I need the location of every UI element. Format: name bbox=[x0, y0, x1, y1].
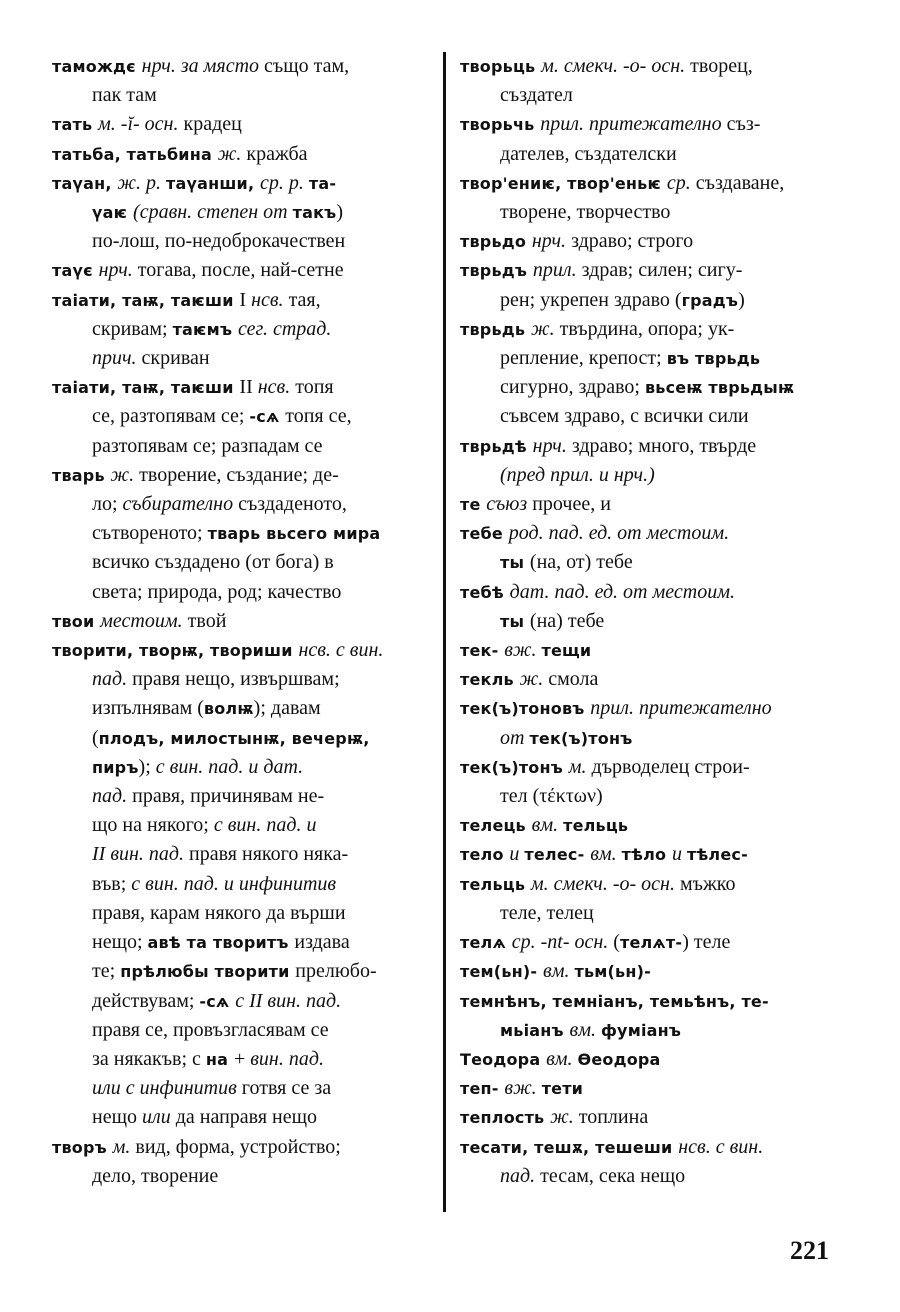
headword: таіати, таѭ, таѥши bbox=[52, 290, 240, 310]
headword: темнѣнъ, темніанъ, темьѣнъ, те- bbox=[460, 991, 769, 1011]
text-line bbox=[460, 1074, 838, 1103]
grammar-label: нрч. bbox=[98, 259, 138, 282]
grammar-label: с вин. пад. и дат. bbox=[155, 755, 304, 778]
headword: тем(ьн)- bbox=[460, 962, 544, 982]
headword: тело bbox=[460, 845, 510, 865]
text-line bbox=[460, 636, 838, 665]
text-line bbox=[52, 548, 432, 577]
text-line bbox=[460, 928, 838, 957]
definition: се, разтопявам се; bbox=[92, 405, 250, 428]
headword: теплость bbox=[460, 1108, 551, 1128]
definition: ) bbox=[336, 201, 344, 224]
definition: що на някого; bbox=[92, 814, 214, 837]
grammar-label: ж. bbox=[550, 1106, 579, 1129]
text-line bbox=[52, 81, 432, 110]
headword: тек(ъ)тонъ bbox=[460, 757, 569, 777]
text-line bbox=[460, 957, 838, 986]
headword: въ тврьдь bbox=[666, 349, 761, 369]
definition: тел (τέκτων) bbox=[500, 785, 603, 808]
text-line bbox=[52, 227, 432, 256]
text-line bbox=[52, 782, 432, 811]
headword: тьм(ьн)- bbox=[574, 962, 651, 982]
grammar-label: вж. bbox=[504, 639, 542, 662]
headword: фуміанъ bbox=[600, 1020, 682, 1040]
definition: топлина bbox=[578, 1106, 649, 1129]
headword: вьсеѭ тврьдыѭ bbox=[644, 378, 795, 398]
definition: смола bbox=[548, 668, 599, 691]
definition: теле, телец bbox=[500, 901, 594, 924]
grammar-label: или с инфинитив bbox=[92, 1077, 242, 1100]
definition: вид, форма, устройство; bbox=[135, 1135, 341, 1158]
definition: дело, творение bbox=[92, 1164, 219, 1187]
headword: таіати, таѭ, таѥши bbox=[52, 378, 240, 398]
definition: тогава, после, най-сетне bbox=[137, 259, 344, 282]
page-number: 221 bbox=[790, 1236, 829, 1265]
text-line bbox=[460, 782, 838, 811]
headword: теп- bbox=[460, 1079, 505, 1099]
grammar-label: с вин. пад. и инфинитив bbox=[131, 872, 337, 895]
definition: твой bbox=[187, 609, 227, 632]
definition: I bbox=[239, 288, 252, 311]
definition: тая, bbox=[288, 288, 321, 311]
headword: тек- bbox=[460, 641, 505, 661]
text-line bbox=[460, 665, 838, 694]
definition: разтопявам се; разпадам се bbox=[92, 434, 323, 457]
definition: правя се, провъзгласявам се bbox=[92, 1018, 329, 1041]
definition: творец, bbox=[690, 55, 753, 77]
text-line bbox=[460, 256, 838, 285]
headword: Теодора bbox=[460, 1049, 547, 1069]
headword: мьіанъ bbox=[500, 1020, 570, 1040]
headword: тврьдѣ bbox=[460, 436, 533, 456]
text-line bbox=[52, 110, 432, 139]
headword: тамождє bbox=[52, 57, 142, 76]
definition: топя bbox=[295, 376, 334, 399]
definition: дърводелец строи- bbox=[591, 755, 750, 778]
headword: ты bbox=[500, 611, 530, 631]
text-line bbox=[460, 987, 838, 1016]
headword: таѥмъ bbox=[172, 319, 238, 339]
text-line bbox=[460, 724, 838, 753]
text-line bbox=[460, 286, 838, 315]
definition: правя някого няка- bbox=[189, 843, 349, 866]
definition: правя нещо, извършвам; bbox=[132, 668, 340, 691]
text-line bbox=[460, 198, 838, 227]
text-line bbox=[460, 1103, 838, 1132]
grammar-label: нрч. bbox=[532, 434, 572, 457]
headword: тети bbox=[541, 1079, 584, 1099]
grammar-label: дат. пад. ед. от местоим. bbox=[509, 580, 735, 603]
text-line bbox=[460, 840, 838, 869]
grammar-label: ср. -nt- осн. bbox=[511, 931, 614, 954]
grammar-label: сег. страд. bbox=[237, 317, 332, 340]
text-line bbox=[52, 840, 432, 869]
definition: ло; bbox=[92, 493, 123, 516]
definition: творене, творчество bbox=[500, 201, 671, 224]
grammar-label: м. bbox=[568, 755, 592, 778]
grammar-label: с вин. пад. и bbox=[213, 814, 317, 837]
text-line bbox=[460, 899, 838, 928]
definition: те; bbox=[92, 960, 121, 983]
grammar-label: ж. bbox=[217, 142, 247, 165]
text-line bbox=[52, 928, 432, 957]
text-line bbox=[460, 432, 838, 461]
headword: таүанши, bbox=[166, 173, 261, 193]
text-line bbox=[52, 753, 432, 782]
definition: II bbox=[239, 376, 258, 399]
grammar-label: род. пад. ед. от местоим. bbox=[508, 522, 730, 545]
text-line bbox=[52, 432, 432, 461]
text-line bbox=[460, 315, 838, 344]
text-line bbox=[52, 987, 432, 1016]
headword: творити, творѭ, твориши bbox=[52, 641, 299, 661]
text-line bbox=[52, 578, 432, 607]
definition: рен; укрепен здраво ( bbox=[500, 288, 682, 311]
definition: кражба bbox=[246, 142, 308, 165]
grammar-label: ср. р. bbox=[260, 171, 309, 194]
grammar-label: ж. р. bbox=[117, 171, 167, 194]
text-line bbox=[52, 1103, 432, 1132]
text-line bbox=[52, 461, 432, 490]
grammar-label: нсв. с вин. bbox=[298, 639, 384, 662]
text-line bbox=[52, 286, 432, 315]
headword: тать bbox=[52, 115, 99, 135]
text-line bbox=[52, 402, 432, 431]
text-line bbox=[460, 52, 838, 81]
text-line bbox=[460, 461, 838, 490]
headword: твои bbox=[52, 611, 101, 631]
headword: пиръ bbox=[92, 757, 139, 777]
text-line bbox=[460, 81, 838, 110]
headword: -сѧ bbox=[249, 407, 286, 427]
grammar-label: от bbox=[500, 726, 530, 749]
text-line bbox=[460, 1133, 838, 1162]
grammar-label: м. смекч. -о- осн. bbox=[541, 55, 691, 77]
definition: скриван bbox=[141, 347, 210, 370]
definition: света; природа, род; качество bbox=[92, 580, 342, 603]
grammar-label: вин. пад. bbox=[250, 1047, 324, 1070]
grammar-label: м. смекч. -о- осн. bbox=[530, 872, 680, 895]
headword: -сѧ bbox=[199, 991, 236, 1011]
grammar-label: II вин. пад. bbox=[92, 843, 190, 866]
headword: тварь вьсего мира bbox=[207, 524, 381, 544]
headword: твор'ениѥ, твор'еньѥ bbox=[460, 173, 667, 193]
text-line bbox=[460, 811, 838, 840]
text-line bbox=[460, 344, 838, 373]
text-line bbox=[460, 1016, 838, 1045]
definition: пак там bbox=[92, 84, 157, 107]
definition: действувам; bbox=[92, 989, 200, 1012]
headword: ты bbox=[500, 553, 530, 573]
definition: (на) тебе bbox=[529, 609, 605, 632]
text-line bbox=[460, 402, 838, 431]
headword: тѣло bbox=[621, 845, 672, 865]
text-line bbox=[460, 373, 838, 402]
grammar-label: м. -ĭ- осн. bbox=[98, 113, 184, 136]
definition: ) теле bbox=[682, 931, 731, 954]
definition: ); bbox=[138, 755, 156, 778]
definition: топя се, bbox=[285, 405, 352, 428]
headword: тебе bbox=[460, 524, 509, 544]
text-line bbox=[52, 899, 432, 928]
definition: здраво; строго bbox=[571, 230, 694, 253]
headword: телѧ bbox=[460, 933, 512, 953]
headword: татьба, татьбина bbox=[52, 144, 218, 164]
definition: тесам, сека нещо bbox=[540, 1164, 686, 1187]
headword: такъ bbox=[292, 203, 337, 223]
text-line bbox=[460, 490, 838, 519]
grammar-label: съюз bbox=[486, 493, 533, 516]
headword: тебѣ bbox=[460, 582, 510, 602]
headword: үаѥ bbox=[92, 203, 134, 223]
headword: на bbox=[205, 1049, 234, 1069]
text-line bbox=[52, 1016, 432, 1045]
definition: репление, крепост; bbox=[500, 347, 667, 370]
text-line bbox=[52, 373, 432, 402]
text-line bbox=[460, 140, 838, 169]
text-line bbox=[460, 1162, 838, 1191]
definition: съвсем здраво, с всички сили bbox=[500, 405, 749, 428]
text-line bbox=[52, 811, 432, 840]
grammar-label: с II вин. пад. bbox=[235, 989, 342, 1012]
definition: създаване, bbox=[695, 171, 785, 194]
grammar-label: нрч. bbox=[531, 230, 572, 253]
text-line bbox=[52, 519, 432, 548]
definition: да направя нещо bbox=[175, 1106, 318, 1129]
headword: та- bbox=[308, 173, 337, 193]
grammar-label: вм. bbox=[546, 1047, 578, 1070]
text-line bbox=[52, 870, 432, 899]
definition: прочее, и bbox=[532, 493, 611, 516]
text-line bbox=[460, 753, 838, 782]
grammar-label: вм. bbox=[590, 843, 622, 866]
grammar-label: м. bbox=[112, 1135, 136, 1158]
text-line bbox=[52, 694, 432, 723]
right-column bbox=[460, 52, 838, 1191]
definition: създател bbox=[500, 84, 573, 107]
definition: изпълнявам ( bbox=[92, 697, 204, 720]
grammar-label: нрч. за място bbox=[141, 55, 265, 77]
text-line bbox=[52, 1074, 432, 1103]
headword: авѣ та творитъ bbox=[147, 933, 295, 953]
grammar-label: пад. bbox=[92, 785, 133, 808]
headword: тек(ъ)тонъ bbox=[529, 728, 633, 748]
grammar-label: нсв. bbox=[251, 288, 289, 311]
left-column bbox=[52, 52, 432, 1191]
text-line bbox=[52, 198, 432, 227]
text-line bbox=[460, 870, 838, 899]
grammar-label: и bbox=[671, 843, 687, 866]
definition: ( bbox=[613, 931, 620, 954]
text-line bbox=[52, 344, 432, 373]
text-line bbox=[52, 957, 432, 986]
text-line bbox=[52, 315, 432, 344]
grammar-label: прич. bbox=[92, 347, 142, 370]
grammar-label: пад. bbox=[500, 1164, 541, 1187]
definition: правя, причинявам не- bbox=[132, 785, 325, 808]
definition: нещо; bbox=[92, 931, 148, 954]
headword: тврьдъ bbox=[460, 261, 533, 281]
headword: тврьдо bbox=[460, 232, 532, 252]
grammar-label: прил. притежателно bbox=[540, 113, 727, 136]
grammar-label: вм. bbox=[569, 1018, 601, 1041]
definition: по-лош, по-недоброкачествен bbox=[92, 230, 346, 253]
headword: те bbox=[460, 495, 487, 515]
grammar-label: ср. bbox=[666, 171, 696, 194]
text-line bbox=[460, 1045, 838, 1074]
definition: ); давам bbox=[253, 697, 321, 720]
grammar-label: вм. bbox=[543, 960, 575, 983]
headword: плодъ, милостынѭ, вечерѭ, bbox=[98, 728, 370, 748]
grammar-label: прил. притежателно bbox=[590, 697, 772, 720]
text-line bbox=[460, 548, 838, 577]
grammar-label: събирателно bbox=[122, 493, 239, 516]
definition: готвя се за bbox=[241, 1077, 332, 1100]
grammar-label: вж. bbox=[504, 1077, 542, 1100]
grammar-label: местоим. bbox=[100, 609, 188, 632]
grammar-label: ж. bbox=[110, 463, 140, 486]
text-line bbox=[52, 1133, 432, 1162]
grammar-label: или bbox=[141, 1106, 176, 1129]
definition: нещо bbox=[92, 1106, 142, 1129]
text-line bbox=[460, 169, 838, 198]
headword: прѣлюбы творити bbox=[120, 962, 296, 982]
grammar-label: (пред прил. и нрч.) bbox=[500, 463, 655, 486]
definition: прелюбо- bbox=[295, 960, 377, 983]
headword: волѭ bbox=[203, 699, 254, 719]
definition: всичко създадено (от бога) в bbox=[92, 551, 334, 574]
headword: тварь bbox=[52, 465, 111, 485]
headword: телес- bbox=[524, 845, 591, 865]
grammar-label: нсв. с вин. bbox=[678, 1135, 764, 1158]
text-line bbox=[52, 256, 432, 285]
definition: дателев, създателски bbox=[500, 142, 677, 165]
definition: правя, карам някого да върши bbox=[92, 901, 346, 924]
text-line bbox=[52, 636, 432, 665]
text-line bbox=[460, 694, 838, 723]
definition: сигурно, здраво; bbox=[500, 376, 645, 399]
text-line bbox=[460, 110, 838, 139]
grammar-label: ж. bbox=[519, 668, 549, 691]
grammar-label: нсв. bbox=[257, 376, 296, 399]
definition: сътвореното; bbox=[92, 522, 208, 545]
definition: ( bbox=[92, 726, 99, 749]
headword: текль bbox=[460, 670, 520, 690]
headword: градъ bbox=[681, 290, 739, 310]
text-line bbox=[52, 665, 432, 694]
headword: тещи bbox=[541, 641, 592, 661]
headword: тек(ъ)тоновъ bbox=[460, 699, 591, 719]
definition: ) bbox=[738, 288, 745, 311]
definition: скривам; bbox=[92, 317, 173, 340]
grammar-label: ж. bbox=[530, 317, 560, 340]
headword: тельць bbox=[460, 874, 531, 894]
text-line bbox=[52, 1045, 432, 1074]
entry-lines bbox=[460, 52, 838, 1191]
text-line bbox=[52, 1162, 432, 1191]
headword: тесати, тешѫ, тешеши bbox=[460, 1137, 679, 1157]
grammar-label: пад. bbox=[92, 668, 133, 691]
headword: Ѳеодора bbox=[577, 1049, 661, 1069]
definition: крадец bbox=[183, 113, 242, 136]
text-line bbox=[52, 724, 432, 753]
text-line bbox=[52, 490, 432, 519]
headword: творьчь bbox=[460, 115, 541, 135]
text-line bbox=[52, 607, 432, 636]
definition: творение, създание; де- bbox=[139, 463, 339, 486]
text-line bbox=[460, 227, 838, 256]
text-line bbox=[460, 607, 838, 636]
definition: създаденото, bbox=[238, 493, 347, 516]
headword: телець bbox=[460, 816, 532, 836]
headword: тѣлес- bbox=[686, 845, 748, 865]
definition: за някакъв; с bbox=[92, 1047, 206, 1070]
definition: твърдина, опора; ук- bbox=[559, 317, 735, 340]
headword: тельць bbox=[563, 816, 629, 836]
definition: съз- bbox=[726, 113, 761, 136]
headword: таүє bbox=[52, 261, 99, 281]
headword: творьць bbox=[460, 57, 542, 76]
definition: мъжко bbox=[679, 872, 736, 895]
text-line bbox=[460, 519, 838, 548]
column-divider bbox=[443, 52, 446, 1212]
definition: + bbox=[233, 1047, 251, 1070]
headword: творъ bbox=[52, 1137, 113, 1157]
grammar-label: прил. bbox=[532, 259, 582, 282]
headword: телѧт- bbox=[619, 933, 683, 953]
definition: във; bbox=[92, 872, 132, 895]
definition: здрав; силен; сигу- bbox=[581, 259, 743, 282]
text-line bbox=[52, 52, 432, 81]
grammar-label: (сравн. степен от bbox=[133, 201, 293, 224]
text-line bbox=[460, 578, 838, 607]
headword: тврьдь bbox=[460, 319, 531, 339]
text-line bbox=[52, 169, 432, 198]
definition: също там, bbox=[264, 55, 350, 77]
headword: таүан, bbox=[52, 173, 118, 193]
text-line bbox=[52, 140, 432, 169]
entry-lines bbox=[52, 52, 432, 1191]
grammar-label: и bbox=[509, 843, 525, 866]
definition: (на, от) тебе bbox=[529, 551, 633, 574]
definition: здраво; много, твърде bbox=[571, 434, 757, 457]
definition: издава bbox=[294, 931, 350, 954]
grammar-label: вм. bbox=[531, 814, 564, 837]
